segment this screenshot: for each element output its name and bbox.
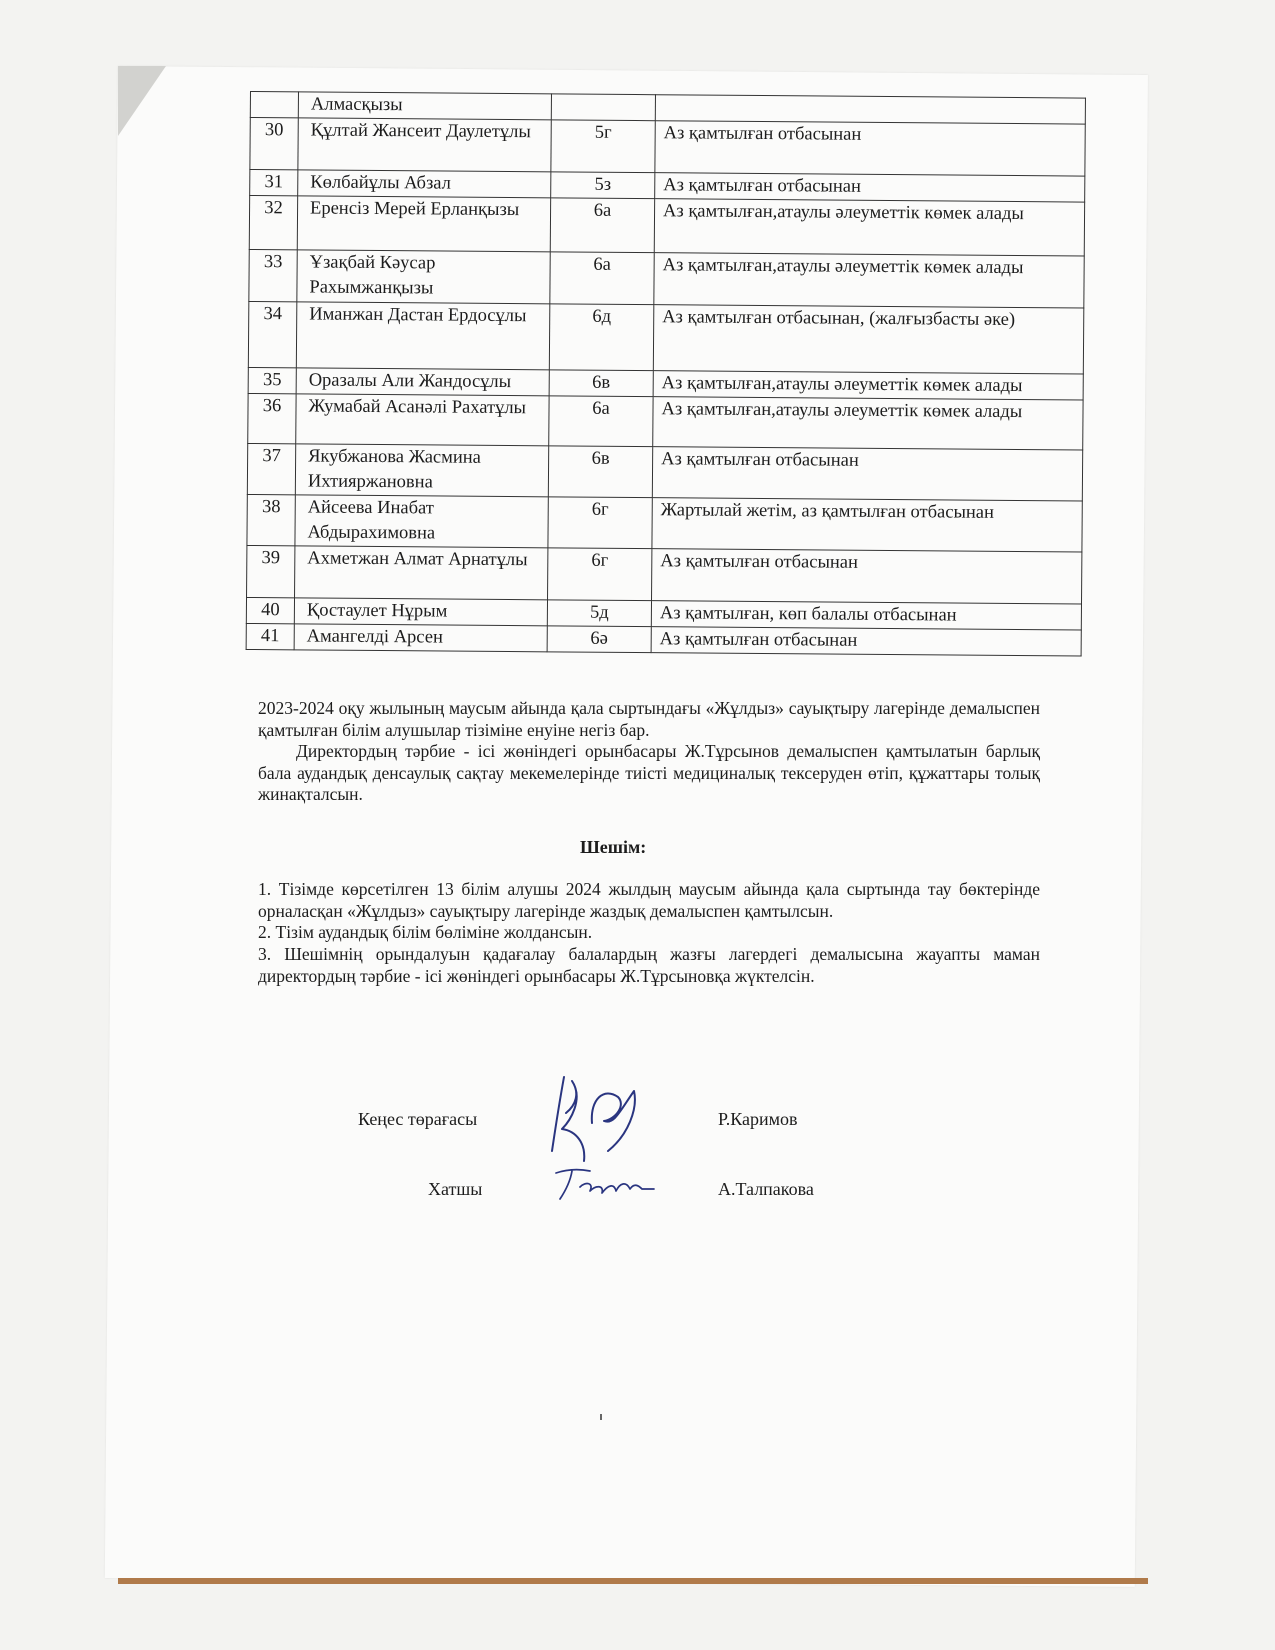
table-row [247,494,1082,552]
decision-item-2: 2. Тізім аудандық білім бөліміне жолдансын. [258,922,593,942]
row-number: 39 [247,545,295,597]
row-number: 41 [246,623,294,649]
status-note: Аз қамтылған,атаулы әлеуметтік көмек алады [653,371,1083,400]
secretary-name: А.Талпакова [718,1179,814,1199]
class-cell [551,94,655,121]
status-note: Аз қамтылған,атаулы әлеуметтік көмек алады [653,397,1083,450]
chair-name: Р.Каримов [718,1109,798,1129]
class-cell: 6в [549,370,653,397]
class-cell: 5д [547,600,651,627]
secretary-signature-icon [550,1161,660,1206]
student-name: Алмасқызы [298,92,551,120]
row-number: 32 [249,196,297,250]
row-number: 40 [246,597,294,623]
student-name: Еренсіз Мерей Ерланқызы [297,196,550,252]
student-name: Айсеева Инабат Абдырахимовна [295,495,548,548]
student-name: Якубжанова Жасмина Ихтияржановна [295,444,548,497]
row-number: 34 [248,301,297,367]
decision-heading: Шешім: [580,837,647,857]
row-number [250,92,298,118]
student-name: Ахметжан Алмат Арнатұлы [295,546,548,600]
class-cell: 6д [549,304,654,371]
status-note: Аз қамтылған,атаулы әлеуметтік көмек алады [654,199,1084,256]
student-name: Қостаулет Нұрым [294,598,547,626]
row-number: 38 [247,494,295,545]
status-note: Аз қамтылған отбасынан [652,549,1082,604]
student-name: Иманжан Дастан Ердосұлы [296,302,550,370]
status-note [655,95,1085,124]
status-note: Аз қамтылған отбасынан [651,627,1081,656]
class-cell: 5з [551,172,655,199]
table-row [247,443,1082,501]
paragraph-basis: 2023-2024 оқу жылының маусым айында қала сыртындағы «Жұлдыз» сауықтыру лагерінде демалыспен қамтылған білім алушылар тізіміне енуіне негіз бар. [258,698,1040,740]
status-note: Аз қамтылған отбасынан, (жалғызбасты әке) [653,305,1084,374]
paragraph-medical-check: Директордың тәрбие - ісі жөніндегі орынбасары Ж.Тұрсынов демалыспен қамтылатын барлық бала аудандық денсаулық сақтау мекемелерінде тиісті медициналық тексеруден өтіп, құжаттары толық жинақталсын. [258,741,1040,804]
class-cell: 6г [548,497,652,549]
status-note: Аз қамтылған отбасынан [655,173,1085,202]
desk-edge [118,1578,1148,1584]
student-name: Амангелді Арсен [294,624,547,652]
row-number: 37 [247,443,295,494]
class-cell: 6а [550,252,654,305]
status-note: Аз қамтылған отбасынан [652,447,1082,501]
class-cell: 6а [549,396,653,447]
class-cell: 6а [550,198,654,253]
row-number: 33 [249,249,297,301]
secretary-title: Хатшы [428,1179,483,1199]
student-name: Құлтай Жансеит Даулетұлы [298,118,551,172]
student-name: Оразалы Али Жандосұлы [296,368,549,396]
chair-title: Кеңес төрағасы [358,1109,478,1129]
folded-corner-shadow [118,66,166,136]
row-number: 36 [248,393,296,443]
table-row [247,545,1082,604]
status-note: Аз қамтылған отбасынан [655,121,1085,176]
decision-item-3: 3. Шешімнің орындалуын қадағалау балалардың жазғы лагердегі демалысына жауапты маман директордың тәрбие - ісі жөніндегі орынбасары Ж.Тұрсыновқа жүктелсін. [258,944,1040,986]
table-row [248,301,1083,374]
student-name: Жумабай Асанәлі Рахатұлы [296,394,549,446]
row-number: 35 [248,367,296,393]
status-note: Аз қамтылған, көп балалы отбасынан [651,601,1081,630]
class-cell: 5г [551,120,655,173]
status-note: Аз қамтылған,атаулы әлеуметтік көмек алады [654,253,1084,308]
decision-item-1: 1. Тізімде көрсетілген 13 білім алушы 2024 жылдың маусым айында қала сыртында тау бөктерінде орналасқан «Жұлдыз» сауықтыру лагерінде жаздық демалыспен қамтылсын. [258,879,1040,921]
status-note: Жартылай жетім, аз қамтылған отбасынан [652,498,1082,552]
student-name: Көлбайұлы Абзал [298,170,551,198]
table-row [250,118,1085,177]
table-row [249,196,1084,257]
chair-signature-icon [540,1069,660,1169]
scan-speck [600,1414,602,1420]
row-number: 30 [250,118,298,170]
class-cell: 6ә [547,626,651,653]
student-name: Ұзақбай Кәусар Рахымжанқызы [297,250,550,304]
row-number: 31 [250,170,298,196]
students-table [246,91,1086,657]
table-row [248,393,1083,450]
table-row [249,249,1084,308]
class-cell: 6г [548,548,652,601]
class-cell: 6в [548,446,652,498]
